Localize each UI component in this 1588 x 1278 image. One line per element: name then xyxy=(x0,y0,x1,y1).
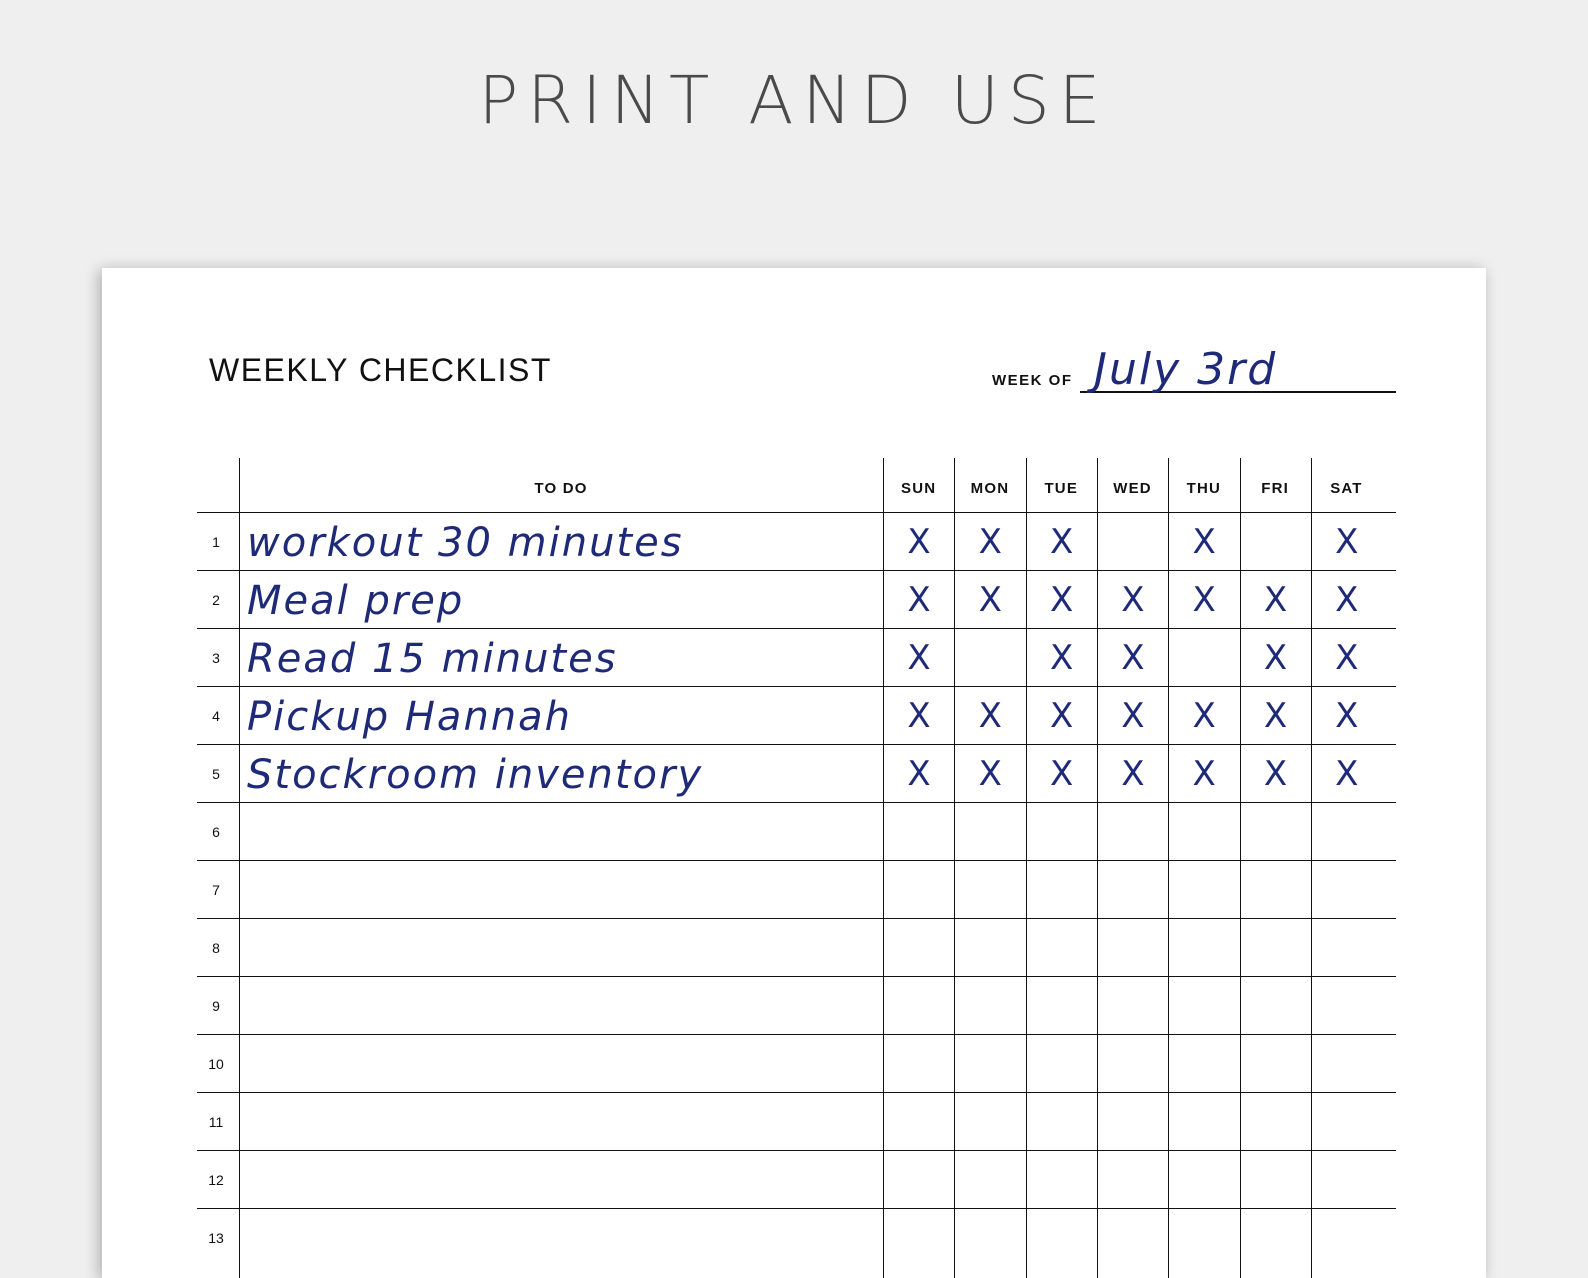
row-number: 8 xyxy=(212,940,220,956)
check-mark-sat[interactable]: X xyxy=(1335,580,1359,620)
check-mark-tue[interactable]: X xyxy=(1049,580,1074,620)
check-mark-sun[interactable]: X xyxy=(907,580,931,620)
check-mark-fri[interactable]: X xyxy=(1263,754,1288,794)
week-of-label: WEEK OF xyxy=(992,372,1073,389)
column-header-thu: THU xyxy=(1186,480,1222,497)
check-mark-sun[interactable]: X xyxy=(907,638,931,678)
row-number: 13 xyxy=(208,1230,224,1246)
check-mark-wed[interactable]: X xyxy=(1121,580,1145,620)
row-number: 3 xyxy=(212,650,220,666)
row-divider xyxy=(197,512,1396,513)
row-number: 4 xyxy=(212,708,220,724)
row-divider xyxy=(197,918,1396,919)
column-header-fri: FRI xyxy=(1261,480,1290,497)
check-mark-fri[interactable]: X xyxy=(1263,638,1288,678)
check-mark-tue[interactable]: X xyxy=(1049,522,1074,562)
column-header-sun: SUN xyxy=(901,480,937,497)
row-number: 12 xyxy=(208,1172,224,1188)
check-mark-wed[interactable]: X xyxy=(1121,696,1145,736)
check-mark-mon[interactable]: X xyxy=(978,580,1002,620)
check-mark-fri[interactable]: X xyxy=(1263,696,1288,736)
check-mark-wed[interactable]: X xyxy=(1121,754,1145,794)
task-entry[interactable]: Stockroom inventory xyxy=(247,752,704,798)
banner-title: PRINT AND USE xyxy=(478,62,1110,139)
row-number: 2 xyxy=(212,592,220,608)
task-entry[interactable]: workout 30 minutes xyxy=(247,520,684,566)
check-mark-sat[interactable]: X xyxy=(1335,696,1359,736)
check-mark-mon[interactable]: X xyxy=(978,522,1002,562)
column-header-mon: MON xyxy=(970,480,1010,497)
row-divider xyxy=(197,686,1396,687)
check-mark-tue[interactable]: X xyxy=(1049,754,1074,794)
column-header-todo: TO DO xyxy=(534,480,588,497)
check-mark-sat[interactable]: X xyxy=(1335,638,1359,678)
check-mark-thu[interactable]: X xyxy=(1192,580,1216,620)
row-number: 1 xyxy=(212,534,220,550)
check-mark-fri[interactable]: X xyxy=(1263,580,1288,620)
task-entry[interactable]: Read 15 minutes xyxy=(247,636,618,682)
row-divider xyxy=(197,628,1396,629)
column-header-tue: TUE xyxy=(1044,480,1079,497)
check-mark-wed[interactable]: X xyxy=(1121,638,1145,678)
row-number: 7 xyxy=(212,882,220,898)
task-entry[interactable]: Pickup Hannah xyxy=(247,694,573,740)
sheet-title: WEEKLY CHECKLIST xyxy=(209,352,552,388)
check-mark-sun[interactable]: X xyxy=(907,696,931,736)
week-of-value[interactable]: July 3rd xyxy=(1094,344,1278,395)
checklist-table xyxy=(102,268,1486,1278)
grid-vertical-line xyxy=(239,458,240,1278)
row-number: 10 xyxy=(208,1056,224,1072)
check-mark-mon[interactable]: X xyxy=(978,754,1002,794)
row-divider xyxy=(197,802,1396,803)
row-divider xyxy=(197,860,1396,861)
row-divider xyxy=(197,570,1396,571)
check-mark-thu[interactable]: X xyxy=(1192,754,1216,794)
row-number: 5 xyxy=(212,766,220,782)
check-mark-thu[interactable]: X xyxy=(1192,696,1216,736)
row-divider xyxy=(197,976,1396,977)
check-mark-thu[interactable]: X xyxy=(1192,522,1216,562)
row-divider xyxy=(197,744,1396,745)
row-number: 9 xyxy=(212,998,220,1014)
row-number: 6 xyxy=(212,824,220,840)
checklist-sheet xyxy=(102,268,1486,1278)
check-mark-sat[interactable]: X xyxy=(1335,754,1359,794)
check-mark-tue[interactable]: X xyxy=(1049,638,1074,678)
check-mark-tue[interactable]: X xyxy=(1049,696,1074,736)
check-mark-sun[interactable]: X xyxy=(907,754,931,794)
column-header-wed: WED xyxy=(1113,480,1152,497)
task-entry[interactable]: Meal prep xyxy=(247,578,465,624)
row-divider xyxy=(197,1034,1396,1035)
row-divider xyxy=(197,1150,1396,1151)
row-divider xyxy=(197,1208,1396,1209)
check-mark-sat[interactable]: X xyxy=(1335,522,1359,562)
check-mark-sun[interactable]: X xyxy=(907,522,931,562)
check-mark-mon[interactable]: X xyxy=(978,696,1002,736)
column-header-sat: SAT xyxy=(1330,480,1363,497)
row-number: 11 xyxy=(208,1114,224,1130)
row-divider xyxy=(197,1092,1396,1093)
